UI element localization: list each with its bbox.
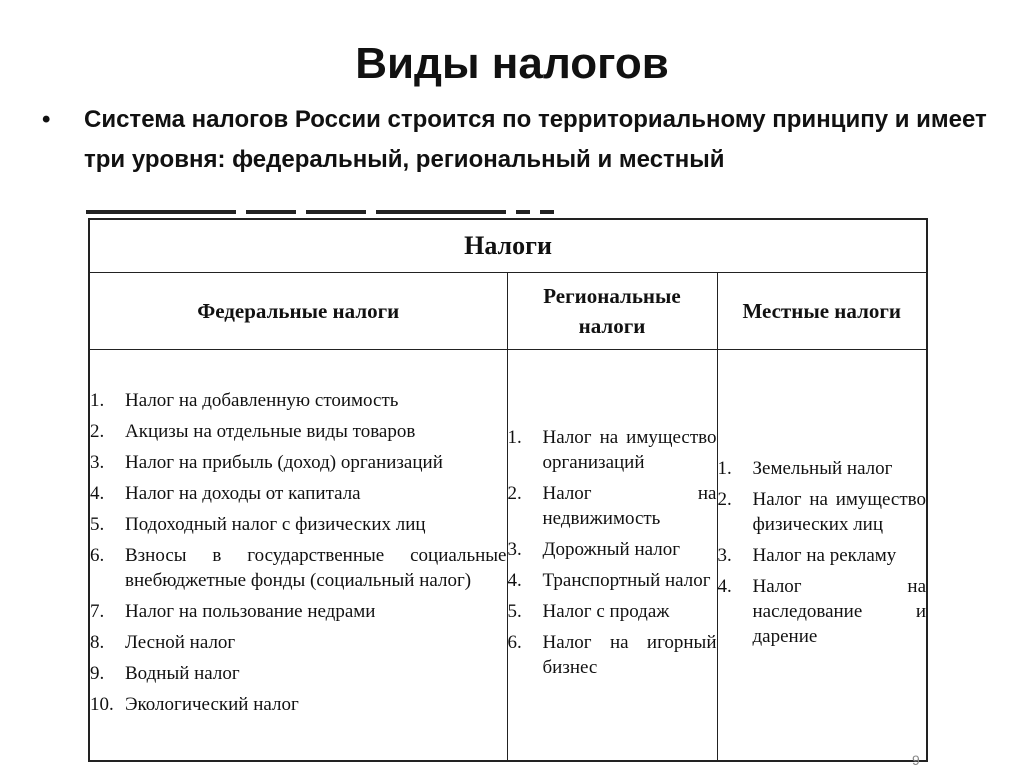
- federal-taxes-cell: [89, 350, 507, 762]
- tax-list-item: [718, 487, 927, 537]
- tax-list-item: [508, 537, 717, 562]
- item-number: 6.: [507, 631, 522, 653]
- tax-list-item: [508, 630, 717, 680]
- item-text: Налог на рекламу: [752, 544, 897, 566]
- item-number: 4.: [90, 482, 105, 504]
- item-text: Акцизы на отдельные виды товаров: [125, 420, 416, 442]
- tax-list-item: [90, 481, 507, 506]
- intro-text: Система налогов России строится по территориальному принципу и имеет три уровня: федеральный, региональный и местный: [84, 106, 987, 173]
- tax-list-item: [90, 388, 507, 413]
- tax-list-item: [90, 661, 507, 686]
- regional-taxes-list: [508, 425, 717, 680]
- item-number: 2.: [507, 482, 522, 504]
- tax-list-item: [718, 574, 927, 649]
- item-text: Экологический налог: [125, 693, 299, 715]
- tax-list-item: [508, 481, 717, 531]
- tax-list-item: [508, 568, 717, 593]
- tax-list-item: [718, 456, 927, 481]
- item-number: 7.: [90, 600, 105, 622]
- item-text: Дорожный налог: [542, 538, 681, 560]
- item-number: 3.: [90, 451, 105, 473]
- item-number: 2.: [90, 420, 105, 442]
- item-text: Налог на прибыль (доход) организаций: [125, 451, 443, 473]
- table-caption: Налоги: [89, 219, 927, 273]
- bullet-dot-icon: •: [42, 106, 51, 133]
- item-number: 5.: [90, 513, 105, 535]
- page-number: 9: [912, 752, 920, 768]
- item-number: 9.: [90, 662, 105, 684]
- header-local: Местные налоги: [717, 273, 927, 350]
- item-text: Налог на добавленную стоимость: [125, 389, 399, 411]
- item-text: Налог на имущество физических лиц: [752, 488, 927, 535]
- item-text: Земельный налог: [752, 457, 893, 479]
- item-number: 10.: [90, 693, 114, 715]
- item-number: 5.: [507, 600, 522, 622]
- item-number: 4.: [717, 575, 732, 597]
- regional-taxes-cell: [507, 350, 717, 762]
- item-text: Транспортный налог: [542, 569, 711, 591]
- slide-title: Виды налогов: [355, 39, 669, 88]
- item-number: 3.: [717, 544, 732, 566]
- local-taxes-cell: [717, 350, 927, 762]
- tax-list-item: [718, 543, 927, 568]
- tax-list-item: [90, 543, 507, 593]
- item-text: Лесной налог: [125, 631, 236, 653]
- item-number: 2.: [717, 488, 732, 510]
- tax-list-item: [90, 450, 507, 475]
- item-number: 1.: [90, 389, 105, 411]
- tax-list-item: [90, 630, 507, 655]
- tax-list-item: [508, 599, 717, 624]
- item-text: Налог на имущество организаций: [542, 426, 717, 473]
- federal-taxes-list: [90, 388, 507, 717]
- tax-list-item: [90, 419, 507, 444]
- item-text: Налог на недвижимость: [542, 482, 717, 529]
- item-text: Налог на наследование и дарение: [752, 575, 927, 647]
- item-number: 1.: [717, 457, 732, 479]
- tax-list-item: [90, 512, 507, 537]
- item-number: 6.: [90, 544, 105, 566]
- item-text: Водный налог: [125, 662, 240, 684]
- taxes-table: [88, 218, 928, 762]
- tax-list-item: [90, 692, 507, 717]
- item-text: Взносы в государственные социальные внебюджетные фонды (социальный налог): [125, 544, 507, 591]
- image-overlap-artifact: [86, 200, 576, 216]
- header-regional: Региональные налоги: [507, 273, 717, 350]
- item-text: Налог на пользование недрами: [125, 600, 376, 622]
- local-taxes-list: [718, 456, 927, 649]
- item-number: 1.: [507, 426, 522, 448]
- item-text: Налог на доходы от капитала: [125, 482, 361, 504]
- tax-list-item: [90, 599, 507, 624]
- tax-list-item: [508, 425, 717, 475]
- item-number: 4.: [507, 569, 522, 591]
- item-number: 8.: [90, 631, 105, 653]
- item-text: Налог с продаж: [542, 600, 670, 622]
- item-number: 3.: [507, 538, 522, 560]
- header-federal: Федеральные налоги: [89, 273, 507, 350]
- item-text: Налог на игорный бизнес: [542, 631, 717, 678]
- item-text: Подоходный налог с физических лиц: [125, 513, 426, 535]
